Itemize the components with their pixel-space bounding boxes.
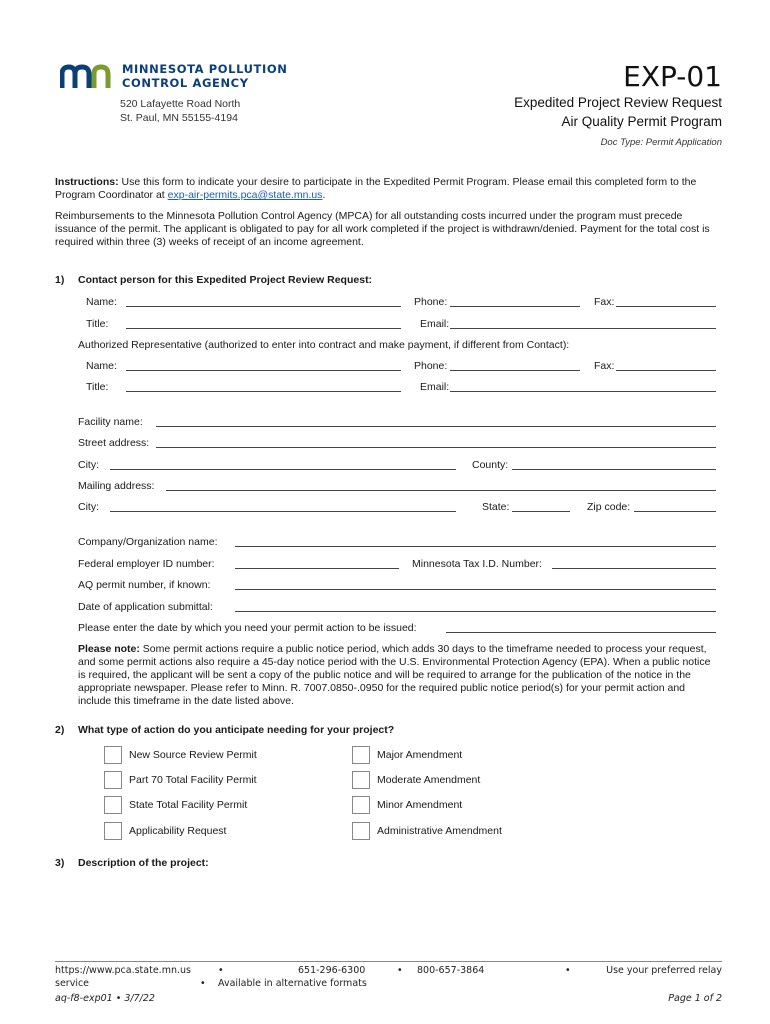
mailing-address-field[interactable]: [166, 490, 716, 491]
need-date-field[interactable]: [446, 632, 716, 633]
company-label: Company/Organization name:: [78, 536, 218, 548]
mn-tax-label: Minnesota Tax I.D. Number:: [412, 558, 542, 570]
contact-fax-label: Fax:: [594, 296, 615, 308]
rep-title-label: Title:: [86, 381, 109, 393]
doc-type: Doc Type: Permit Application: [600, 137, 722, 148]
street-address-field[interactable]: [156, 447, 716, 448]
rep-email-label: Email:: [420, 381, 450, 393]
part70-permit-label: Part 70 Total Facility Permit: [129, 774, 257, 786]
contact-name-label: Name:: [86, 296, 117, 308]
instructions-end: .: [322, 189, 326, 201]
major-amendment-checkbox[interactable]: [352, 746, 370, 764]
rep-email-field[interactable]: [450, 391, 716, 392]
city-field[interactable]: [110, 469, 456, 470]
agency-address-1: 520 Lafayette Road North: [120, 98, 241, 110]
contact-email-field[interactable]: [450, 328, 716, 329]
rep-name-field[interactable]: [126, 370, 401, 371]
contact-phone-field[interactable]: [450, 306, 580, 307]
county-label: County:: [472, 459, 509, 471]
rep-fax-label: Fax:: [594, 360, 615, 372]
footer-alt-formats: Available in alternative formats: [218, 978, 367, 989]
administrative-amendment-label: Administrative Amendment: [377, 825, 502, 837]
rep-title-field[interactable]: [126, 391, 401, 392]
footer-bullet-1: •: [218, 965, 224, 976]
fein-field[interactable]: [235, 568, 399, 569]
instructions: [55, 176, 720, 202]
mailing-city-label: City:: [78, 501, 99, 513]
instructions-text: Use this form to indicate your desire to participate in the Expedited Permit Program. Please email this completed form to the Program Coordinator at: [55, 176, 697, 201]
footer-bullet-2: •: [397, 965, 403, 976]
mpca-logo-mark-icon: [60, 64, 118, 90]
state-label: State:: [482, 501, 510, 513]
company-field[interactable]: [235, 546, 716, 547]
need-date-label: Please enter the date by which you need your permit action to be issued:: [78, 622, 417, 634]
footer: [55, 965, 722, 1009]
footer-rule: [55, 961, 722, 962]
new-source-review-label: New Source Review Permit: [129, 749, 257, 761]
aq-permit-label: AQ permit number, if known:: [78, 579, 211, 591]
footer-url[interactable]: https://www.pca.state.mn.us: [55, 965, 191, 976]
major-amendment-label: Major Amendment: [377, 749, 463, 761]
street-address-label: Street address:: [78, 437, 150, 449]
contact-title-label: Title:: [86, 318, 109, 330]
form-id: EXP-01: [623, 60, 722, 93]
note-label: Please note:: [78, 643, 140, 655]
form-title: Expedited Project Review Request: [514, 95, 722, 110]
city-label: City:: [78, 459, 99, 471]
moderate-amendment-label: Moderate Amendment: [377, 774, 481, 786]
form-subtitle: Air Quality Permit Program: [561, 114, 722, 129]
instructions-label: Instructions:: [55, 176, 119, 188]
agency-name-2: CONTROL AGENCY: [122, 76, 249, 90]
zip-label: Zip code:: [587, 501, 631, 513]
rep-phone-label: Phone:: [414, 360, 448, 372]
facility-name-label: Facility name:: [78, 416, 143, 428]
minor-amendment-label: Minor Amendment: [377, 799, 463, 811]
footer-page-number: Page 1 of 2: [668, 993, 722, 1004]
footer-service: service: [55, 978, 90, 989]
coordinator-email-link[interactable]: exp-air-permits.pca@state.mn.us: [167, 189, 323, 201]
rep-fax-field[interactable]: [616, 370, 716, 371]
state-total-permit-label: State Total Facility Permit: [129, 799, 248, 811]
footer-bullet-4: •: [200, 978, 206, 989]
section-3-title: Description of the project:: [78, 857, 209, 869]
minor-amendment-checkbox[interactable]: [352, 796, 370, 814]
mpca-logo: [60, 62, 300, 132]
contact-email-label: Email:: [420, 318, 450, 330]
section-2-number: 2): [55, 724, 65, 736]
contact-fax-field[interactable]: [616, 306, 716, 307]
rep-name-label: Name:: [86, 360, 117, 372]
applicability-request-checkbox[interactable]: [104, 822, 122, 840]
new-source-review-checkbox[interactable]: [104, 746, 122, 764]
project-description-area[interactable]: [78, 874, 718, 954]
app-date-label: Date of application submittal:: [78, 601, 213, 613]
state-field[interactable]: [512, 511, 570, 512]
contact-name-field[interactable]: [126, 306, 401, 307]
facility-name-field[interactable]: [156, 426, 716, 427]
auth-rep-label: Authorized Representative (authorized to enter into contract and make payment, if different from Contact):: [78, 339, 570, 351]
contact-title-field[interactable]: [126, 328, 401, 329]
footer-bullet-3: •: [565, 965, 571, 976]
applicability-request-label: Applicability Request: [129, 825, 227, 837]
state-total-permit-checkbox[interactable]: [104, 796, 122, 814]
footer-relay: Use your preferred relay: [606, 965, 722, 976]
administrative-amendment-checkbox[interactable]: [352, 822, 370, 840]
section-2-title: What type of action do you anticipate needing for your project?: [78, 724, 395, 736]
part70-permit-checkbox[interactable]: [104, 771, 122, 789]
aq-permit-field[interactable]: [235, 589, 716, 590]
rep-phone-field[interactable]: [450, 370, 580, 371]
footer-phone-2: 800-657-3864: [417, 965, 485, 976]
fein-label: Federal employer ID number:: [78, 558, 215, 570]
public-notice-note: [78, 643, 720, 708]
section-3-number: 3): [55, 857, 65, 869]
agency-address-2: St. Paul, MN 55155-4194: [120, 112, 238, 124]
note-text: Some permit actions require a public notice period, which adds 30 days to the timeframe needed to process your request, and some permit actions also require a 45-day notice period with the U.S. Environmental Protection Agency (EPA). When a public notice is required, the applicant will be sent a copy of the public notice and will be required to arrange for the publication of the notice in the appropriate newspaper. Please refer to Minn. R. 7007.0850-.0950 for the required public notice period(s) for your permit action and include this timeframe in the date listed above.: [78, 643, 711, 707]
county-field[interactable]: [512, 469, 716, 470]
contact-phone-label: Phone:: [414, 296, 448, 308]
reimbursement-text: Reimbursements to the Minnesota Pollution Control Agency (MPCA) for all outstanding costs incurred under the program must precede issuance of the permit. The applicant is obligated to pay for all work completed if the project is withdrawn/denied. Payment for the total cost is required within three (3) weeks of receipt of an income agreement.: [55, 210, 710, 248]
section-1-title: Contact person for this Expedited Project Review Request:: [78, 274, 373, 286]
zip-field[interactable]: [634, 511, 716, 512]
app-date-field[interactable]: [235, 611, 716, 612]
moderate-amendment-checkbox[interactable]: [352, 771, 370, 789]
footer-form-code: aq-f8-exp01 • 3/7/22: [55, 993, 155, 1004]
mailing-city-field[interactable]: [110, 511, 456, 512]
agency-name-1: MINNESOTA POLLUTION: [122, 62, 288, 76]
mailing-address-label: Mailing address:: [78, 480, 155, 492]
section-1-number: 1): [55, 274, 65, 286]
mn-tax-field[interactable]: [552, 568, 716, 569]
footer-phone-1: 651-296-6300: [298, 965, 366, 976]
